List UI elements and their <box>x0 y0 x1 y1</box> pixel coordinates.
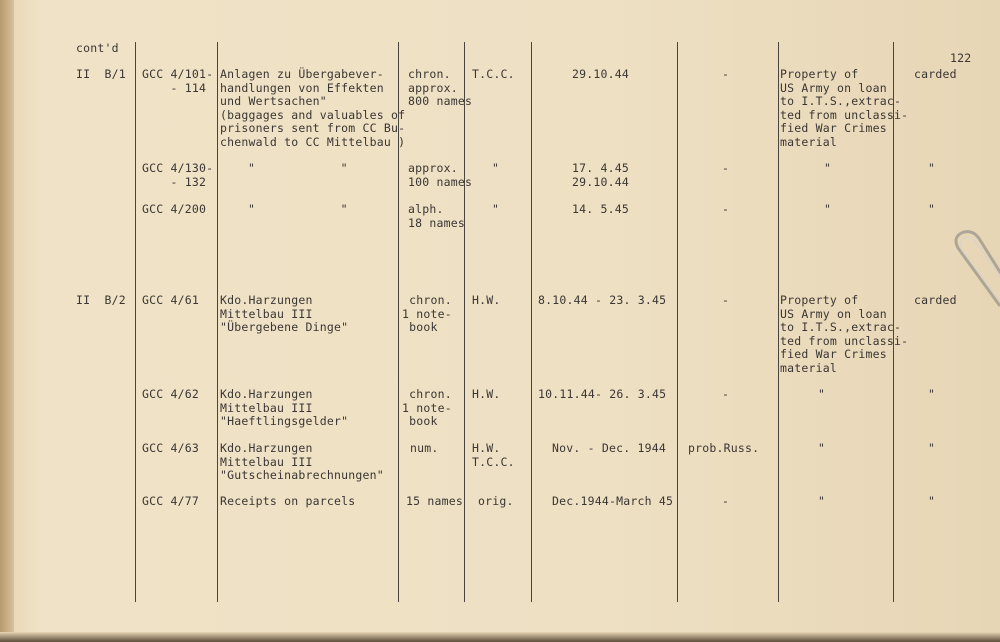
language-cell: - <box>722 387 730 401</box>
column-rule-1 <box>135 42 136 602</box>
remarks-cell: " <box>818 387 826 401</box>
section-cell: II B/2 <box>76 293 126 307</box>
type-cell: H.W. <box>472 293 501 307</box>
section-cell: II B/1 <box>76 67 126 81</box>
dates-cell: 10.11.44- 26. 3.45 <box>538 387 667 401</box>
language-cell: - <box>722 202 730 216</box>
reference-cell: GCC 4/77 <box>142 494 199 508</box>
column-rule-4 <box>464 42 465 602</box>
language-cell: - <box>722 494 730 508</box>
type-cell: " <box>492 161 500 175</box>
status-cell: " <box>928 202 936 216</box>
description-cell: " " <box>248 161 348 175</box>
reference-cell: GCC 4/200 <box>142 202 207 216</box>
paper-clip-icon <box>950 218 1000 308</box>
description-cell: Kdo.Harzungen Mittelbau III "Übergebene Dinge" <box>220 293 349 335</box>
remarks-cell: Property of US Army on loan to I.T.S.,extrac- ted from unclassi- fied War Crimes material <box>780 67 909 149</box>
column-rule-5 <box>531 42 532 602</box>
remarks-cell: " <box>824 202 832 216</box>
status-cell: " <box>928 441 936 455</box>
remarks-cell: " <box>818 441 826 455</box>
type-cell: orig. <box>478 494 514 508</box>
language-cell: - <box>722 293 730 307</box>
language-cell: - <box>722 161 730 175</box>
contd-label: cont'd <box>76 41 119 55</box>
type-cell: T.C.C. <box>472 67 515 81</box>
type-cell: " <box>492 202 500 216</box>
remarks-cell: Property of US Army on loan to I.T.S.,extrac- ted from unclassi- fied War Crimes material <box>780 293 909 375</box>
arrangement-cell: num. <box>410 441 439 455</box>
status-cell: carded <box>914 67 957 81</box>
status-cell: " <box>928 387 936 401</box>
dates-cell: 14. 5.45 <box>572 202 629 216</box>
status-cell: " <box>928 494 936 508</box>
language-cell: - <box>722 67 730 81</box>
dates-cell: Nov. - Dec. 1944 <box>552 441 666 455</box>
arrangement-cell: chron. approx. 800 names <box>408 67 473 109</box>
remarks-cell: " <box>818 494 826 508</box>
description-cell: Receipts on parcels <box>220 494 356 508</box>
description-cell: Anlagen zu Übergabever- handlungen von Effekten und Wertsachen" (baggages and valuables of prisoners sent from CC Bu- chenwald to CC Mittelbau ) <box>220 67 406 149</box>
dates-cell: 29.10.44 <box>572 67 629 81</box>
status-cell: carded <box>914 293 957 307</box>
type-cell: H.W. <box>472 387 501 401</box>
description-cell: Kdo.Harzungen Mittelbau III "Gutscheinabrechnungen" <box>220 441 384 483</box>
reference-cell: GCC 4/62 <box>142 387 199 401</box>
arrangement-cell: approx. 100 names <box>408 161 473 189</box>
reference-cell: GCC 4/63 <box>142 441 199 455</box>
dates-cell: 8.10.44 - 23. 3.45 <box>538 293 667 307</box>
type-cell: H.W. T.C.C. <box>472 441 515 469</box>
page-number: 122 <box>950 51 972 65</box>
description-cell: Kdo.Harzungen Mittelbau III "Haeftlingsgelder" <box>220 387 349 429</box>
page-bottom-edge <box>0 632 1000 642</box>
column-rule-2 <box>217 42 218 602</box>
remarks-cell: " <box>824 161 832 175</box>
reference-cell: GCC 4/101- - 114 <box>142 67 214 95</box>
reference-cell: GCC 4/61 <box>142 293 199 307</box>
column-rule-6 <box>677 42 678 602</box>
arrangement-cell: 15 names <box>406 494 463 508</box>
dates-cell: Dec.1944-March 45 <box>552 494 674 508</box>
arrangement-cell: chron. 1 note- book <box>402 293 452 335</box>
reference-cell: GCC 4/130- - 132 <box>142 161 214 189</box>
language-cell: prob.Russ. <box>688 441 760 455</box>
arrangement-cell: chron. 1 note- book <box>402 387 452 429</box>
description-cell: " " <box>248 202 348 216</box>
dates-cell: 17. 4.45 29.10.44 <box>572 161 629 189</box>
book-spine <box>0 0 14 642</box>
status-cell: " <box>928 161 936 175</box>
column-rule-7 <box>778 42 779 602</box>
arrangement-cell: alph. 18 names <box>408 202 465 230</box>
